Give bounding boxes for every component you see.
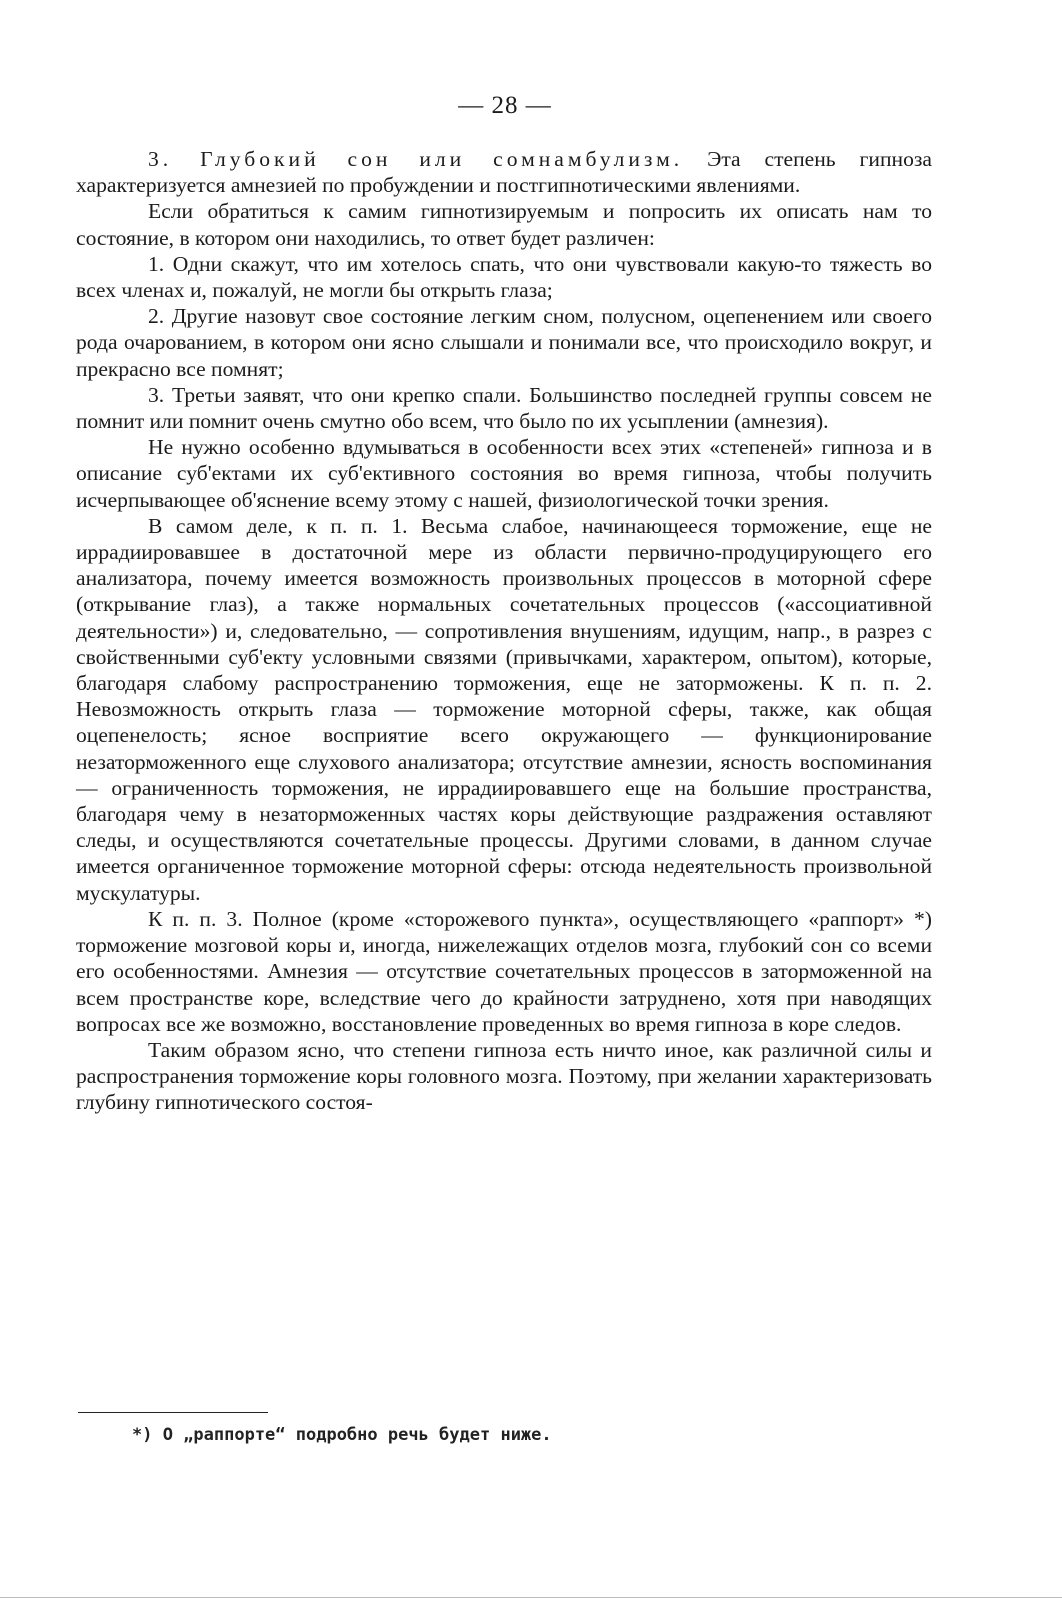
section-heading: 3. Глубокий сон или сомнамбулизм.: [148, 147, 684, 171]
body-text: [76, 146, 932, 1116]
footnote-divider: [78, 1412, 268, 1413]
footnote: *) О „раппорте“ подробно речь будет ниже.: [132, 1425, 552, 1445]
paragraph-9: Таким образом ясно, что степени гипноза есть ничто иное, как различной силы и распространения торможение коры головного мозга. Поэтому, при желании характеризовать глубину гипнотического состоя-: [76, 1037, 932, 1115]
page-number: — 28 —: [458, 92, 552, 119]
paragraph-6: Не нужно особенно вдумываться в особенности всех этих «степеней» гипноза и в описание суб'ектами их суб'ективного состояния во время гипноза, чтобы получить исчерпывающее об'яснение всему этому с нашей, физиологической точки зрения.: [76, 435, 932, 512]
paragraph-2: Если обратиться к самим гипнотизируемым и попросить их описать нам то состояние, в котором они находились, то ответ будет различен:: [76, 199, 932, 250]
paragraph-3: 1. Одни скажут, что им хотелось спать, что они чувствовали какую-то тяжесть во всех членах и, пожалуй, не могли бы открыть глаза;: [76, 251, 932, 303]
paragraph-5: 3. Третьи заявят, что они крепко спали. Большинство последней группы совсем не помнит или помнит очень смутно обо всем, что было по их усыплении (амнезия).: [76, 382, 932, 434]
paragraph-text: Эта степень гипноза характеризуется амнезией по пробуждении и постгипнотическими явлениями.: [76, 147, 932, 198]
page-edge: [0, 1597, 1062, 1598]
paragraph-1: [76, 146, 932, 198]
paragraph-8: К п. п. 3. Полное (кроме «сторожевого пункта», осуществляющего «раппорт» *) торможение мозговой коры и, иногда, нижележащих отделов мозга, глубокий сон со всеми его особенностями. Амнезия — отсутствие сочетательных процессов в заторможенной на всем пространстве коре, вследствие чего до крайности затруднено, хотя при наводящих вопросах все же возможно, восстановление проведенных во время гипноза в коре следов.: [76, 906, 932, 1036]
paragraph-7: В самом деле, к п. п. 1. Весьма слабое, начинающееся торможение, еще не иррадиировавшее в достаточной мере из области первично-продуцирующего его анализатора, почему имеется возможность произвольных процессов в моторной сфере (открывание глаз), а также нормальных сочетательных процессов («ассоциативной деятельности») и, следовательно, — сопротивления внушениям, идущим, напр., в разрез с свойственными суб'екту условными связями (привычками, характером, опытом), которые, благодаря слабому распространению торможения, еще не заторможены. К п. п. 2. Невозможность открыть глаза — торможение моторной сферы, также, как общая оцепенелость; ясное восприятие всего окружающего — функционирование незаторможенного еще слухового анализатора; отсутствие амнезии, ясность воспоминания — ограниченность торможения, не иррадиировавшего еще на большие пространства, благодаря чему в незаторможенных частях коры действующие раздражения оставляют следы, и осуществляются сочетательные процессы. Другими словами, в данном случае имеется органиченное торможение моторной сферы: отсюда недеятельность произвольной мускулатуры.: [76, 513, 932, 905]
paragraph-4: 2. Другие назовут свое состояние легким сном, полусном, оцепенением или своего рода очарованием, в котором они ясно слышали и понимали все, что происходило вокруг, и прекрасно все помнят;: [76, 304, 932, 381]
